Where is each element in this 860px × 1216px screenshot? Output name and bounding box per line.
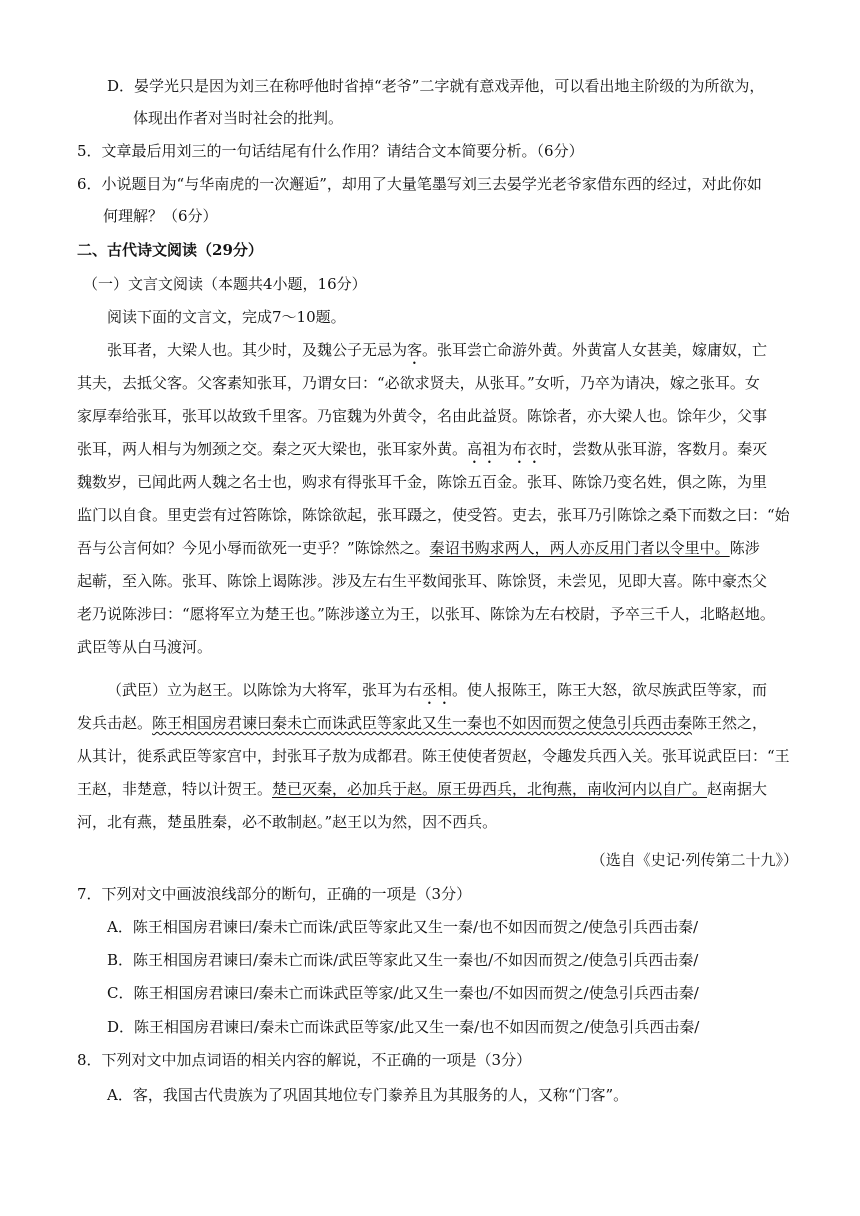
subsection-heading: （一）文言文阅读（本题共4小题，16分） <box>83 275 367 293</box>
dotted-word: 布衣 <box>512 440 543 458</box>
underlined-sentence: 楚已灭秦，必加兵于赵。 <box>272 780 438 798</box>
underlined-sentence: 原王毋西兵，北徇燕，南收河内以自广。 <box>437 780 708 798</box>
passage-line: 张耳者，大梁人也。其少时，及魏公子无忌为客。张耳尝亡命游外黄。外黄富人女甚美，嫁庸奴，亡 <box>107 341 768 359</box>
passage-line: 武臣等从白马渡河。 <box>77 638 213 656</box>
passage-line: 家厚奉给张耳，张耳以故致千里客。乃宦魏为外黄令，名由此益贤。陈馀者，亦大梁人也。馀年少，父事 <box>77 407 768 425</box>
question-7-option-b: B．陈王相国房君谏曰/秦未亡而诛/武臣等家此又生一秦也/不如因而贺之/使急引兵西击秦/ <box>107 951 699 969</box>
q4-option-d-line2: 体现出作者对当时社会的批判。 <box>133 109 344 127</box>
question-7-stem: 7．下列对文中画波浪线部分的断句，正确的一项是（3分） <box>77 885 472 903</box>
passage-line: 从其计，徙系武臣等家宫中，封张耳子敖为成都君。陈王使使者贺赵，令趣发兵西入关。张耳说武臣曰：“王 <box>77 747 790 765</box>
question-6-line2: 何理解？（6分） <box>103 207 218 225</box>
passage-line: 发兵击赵。陈王相国房君谏曰秦未亡而诛武臣等家此又生一秦也不如因而贺之使急引兵西击秦陈王然之， <box>77 714 768 732</box>
source-citation: （选自《史记·列传第二十九》） <box>590 851 798 869</box>
question-5: 5．文章最后用刘三的一句话结尾有什么作用？请结合文本简要分析。（6分） <box>77 142 584 160</box>
question-8-option-a: A．客，我国古代贵族为了巩固其地位专门豢养且为其服务的人，又称“门客”。 <box>107 1086 629 1104</box>
passage-line: 张耳，两人相与为刎颈之交。秦之灭大梁也，张耳家外黄。高祖为布衣时，尝数从张耳游，客数月。秦灭 <box>77 440 768 458</box>
question-8-stem: 8．下列对文中加点词语的相关内容的解说，不正确的一项是（3分） <box>77 1051 532 1069</box>
passage-line: （武臣）立为赵王。以陈馀为大将军，张耳为右丞相。使人报陈王，陈王大怒，欲尽族武臣等家，而 <box>107 681 768 699</box>
passage-line: 王赵，非楚意，特以计贺王。楚已灭秦，必加兵于赵。原王毋西兵，北徇燕，南收河内以自广。赵南据大 <box>77 780 768 798</box>
underlined-sentence: 秦诏书购求两人，两人亦反用门者以令里中。 <box>429 539 730 557</box>
passage-line: 魏数岁，已闻此两人魏之名士也，购求有得张耳千金，陈馀五百金。张耳、陈馀乃变名姓，俱之陈，为里 <box>77 473 768 491</box>
question-7-option-a: A．陈王相国房君谏曰/秦未亡而诛/武臣等家此又生一秦/也不如因而贺之/使急引兵西击秦/ <box>107 918 699 936</box>
wavy-underlined-sentence: 陈王相国房君谏曰秦未亡而诛武臣等家此又生一秦也不如因而贺之使急引兵西击秦 <box>152 714 693 732</box>
passage-line: 起蕲，至入陈。张耳、陈馀上谒陈涉。涉及左右生平数闻张耳、陈馀贤，未尝见，见即大喜。陈中豪杰父 <box>77 572 768 590</box>
dotted-word: 客 <box>407 341 423 359</box>
dotted-word: 丞相 <box>422 681 453 699</box>
passage-line: 吾与公言何如？今见小辱而欲死一吏乎？”陈馀然之。秦诏书购求两人，两人亦反用门者以令里中。陈涉 <box>77 539 760 557</box>
q4-option-d-line1: D．晏学光只是因为刘三在称呼他时省掉“老爷”二字就有意戏弄他，可以看出地主阶级的为所欲为， <box>107 77 765 95</box>
passage-line: 其夫，去抵父客。父客素知张耳，乃谓女曰：“必欲求贤夫，从张耳。”女听，乃卒为请决，嫁之张耳。女 <box>77 374 760 392</box>
passage-line: 监门以自食。里吏尝有过笞陈馀，陈馀欲起，张耳蹑之，使受笞。吏去，张耳乃引陈馀之桑下而数之曰：“始 <box>77 506 790 524</box>
question-7-option-d: D．陈王相国房君谏曰/秦未亡而诛武臣等家/此又生一秦/也不如因而贺之/使急引兵西击秦/ <box>107 1018 700 1036</box>
passage-line: 河，北有燕，楚虽胜秦，必不敢制赵。”赵王以为然，因不西兵。 <box>77 813 498 831</box>
dotted-word: 高祖 <box>467 440 498 458</box>
question-6-line1: 6．小说题目为“与华南虎的一次邂逅”，却用了大量笔墨写刘三去晏学光老爷家借东西的经过，对此你如 <box>77 175 762 193</box>
section-heading: 二、古代诗文阅读（29分） <box>77 241 263 259</box>
passage-line: 老乃说陈涉曰：“愿将军立为楚王也。”陈涉遂立为王，以张耳、陈馀为左右校尉，予卒三千人，北略赵地。 <box>77 605 775 623</box>
question-7-option-c: C．陈王相国房君谏曰/秦未亡而诛武臣等家/此又生一秦也/不如因而贺之/使急引兵西击秦/ <box>107 984 699 1002</box>
instruction: 阅读下面的文言文，完成7～10题。 <box>107 308 346 326</box>
